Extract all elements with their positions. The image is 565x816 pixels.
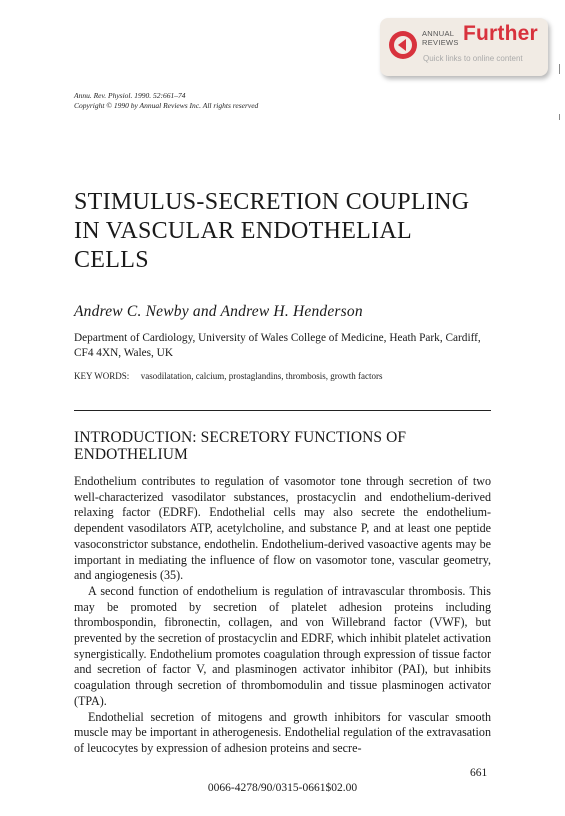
keywords-label: KEY WORDS: <box>74 371 130 381</box>
doi-code: 0066-4278/90/0315-0661$02.00 <box>207 782 358 794</box>
body-text <box>74 474 491 757</box>
title-line-1: STIMULUS-SECRETION COUPLING <box>74 189 470 215</box>
page-number: 661 <box>470 767 488 779</box>
further-subtitle: Quick links to online content <box>423 54 523 63</box>
annual-reviews-further-banner[interactable] <box>380 18 548 76</box>
section-divider <box>74 410 491 411</box>
affiliation: Department of Cardiology, University of Wales College of Medicine, Heath Park, Cardiff, CF4 4XN, Wales, UK <box>74 332 481 359</box>
section-heading: INTRODUCTION: SECRETORY FUNCTIONS OF ENDOTHELIUM <box>74 429 407 463</box>
paragraph: Endothelial secretion of mitogens and growth inhibitors for vascular smooth muscle may be important in atherogenesis. Endothelial regulation of the extravasation of leucocytes by expression of adhesion proteins and secre- <box>74 709 491 755</box>
article-title <box>74 188 469 275</box>
keywords <box>74 371 382 381</box>
annual-word: ANNUAL <box>422 29 455 38</box>
citation-journal: Annu. Rev. Physiol. 1990. 52:661–74 <box>74 91 186 100</box>
reviews-word: REVIEWS <box>422 38 459 47</box>
annual-reviews-logo-icon <box>388 30 418 60</box>
paragraph: Endothelium contributes to regulation of vasomotor tone through secretion of two well-characterized vasodilator substances, prostacyclin and endothelium-derived relaxing factor (EDRF). Endothelial cells may also secrete the endothelium-dependent vasodilators ATP, acetylcholine, and substance P, and at least one peptide vasoconstrictor substance, endothelin. Endothelium-derived vasoactive agents may be important in mediating the influence of flow on vasomotor tone, vascular geometry, and angiogenesis (35). <box>74 474 491 583</box>
paragraph: A second function of endothelium is regulation of intravascular thrombosis. This may be promoted by secretion of platelet adhesion proteins including thrombospondin, fibronectin, collagen, and von Willebrand factor (VWF), but prevented by the secretion of prostacyclin and EDRF, which inhibit platelet activation synergistically. Endothelium promotes coagulation through expression of tissue factor and secretion of factor V, and plasminogen activator inhibitor (PAI), but inhibits coagulation through secretion of thrombomodulin and tissue plasminogen activator (TPA). <box>74 583 491 708</box>
title-line-3: CELLS <box>74 247 149 273</box>
title-line-2: IN VASCULAR ENDOTHELIAL <box>74 218 413 244</box>
further-label: Further <box>463 22 538 45</box>
citation <box>74 91 258 111</box>
authors: Andrew C. Newby and Andrew H. Henderson <box>74 303 363 320</box>
citation-copyright: Copyright © 1990 by Annual Reviews Inc. All rights reserved <box>74 101 259 110</box>
keywords-terms: vasodilatation, calcium, prostaglandins, thrombosis, growth factors <box>140 371 383 381</box>
annual-reviews-wordmark <box>422 29 459 47</box>
